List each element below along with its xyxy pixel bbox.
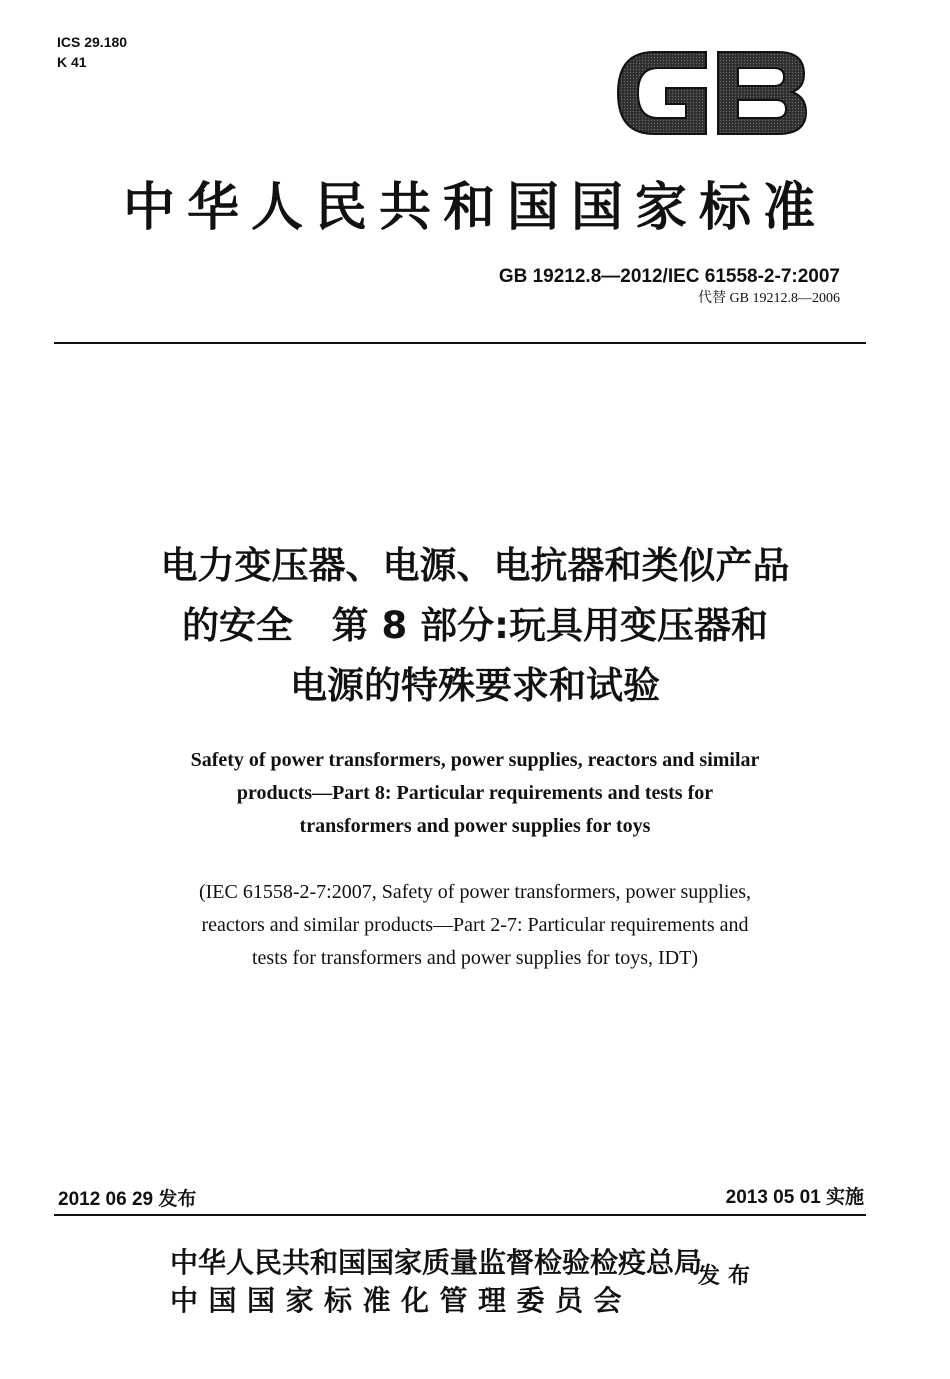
chinese-title-line: 的安全 第 8 部分:玩具用变压器和 xyxy=(182,604,768,647)
english-title xyxy=(40,744,910,843)
chinese-title-line: 电力变压器、电源、电抗器和类似产品 xyxy=(160,544,790,587)
classification-codes xyxy=(57,32,127,72)
gb-logo xyxy=(614,44,810,142)
iec-note-line: tests for transformers and power supplies for toys, IDT) xyxy=(251,947,698,969)
header-divider xyxy=(54,342,866,344)
issuer-aqsiq: 中华人民共和国国家质量监督检验检疫总局 xyxy=(170,1246,703,1279)
footer-divider xyxy=(54,1214,866,1216)
chinese-title xyxy=(40,536,910,716)
replaces-standard: 代替 GB 19212.8—2006 xyxy=(698,291,840,306)
iec-note-line: (IEC 61558-2-7:2007, Safety of power transformers, power supplies, xyxy=(198,881,752,903)
english-title-line: Safety of power transformers, power supplies, reactors and similar xyxy=(190,749,760,771)
english-title-line: products—Part 8: Particular requirements and tests for xyxy=(236,782,714,804)
issue-date: 2012 06 29 发布 xyxy=(58,1189,197,1210)
publish-label: 发布 xyxy=(698,1263,759,1289)
ics-code: ICS 29.180 xyxy=(57,34,128,50)
implementation-date: 2013 05 01 实施 xyxy=(725,1187,864,1208)
ccs-code: K 41 xyxy=(57,54,87,70)
issuing-authorities xyxy=(170,1244,702,1320)
issuer-sac: 中国国家标准化管理委员会 xyxy=(170,1284,633,1317)
standard-number: GB 19212.8—2012/IEC 61558-2-7:2007 xyxy=(498,266,840,287)
national-standard-title: 中华人民共和国国家标准 xyxy=(122,177,827,238)
chinese-title-line: 电源的特殊要求和试验 xyxy=(290,664,660,707)
iec-note-line: reactors and similar products—Part 2-7: Particular requirements and xyxy=(201,914,749,936)
english-title-line: transformers and power supplies for toys xyxy=(299,815,651,837)
gb-logo-graphic xyxy=(614,44,810,142)
iec-equivalence-note xyxy=(40,876,910,975)
